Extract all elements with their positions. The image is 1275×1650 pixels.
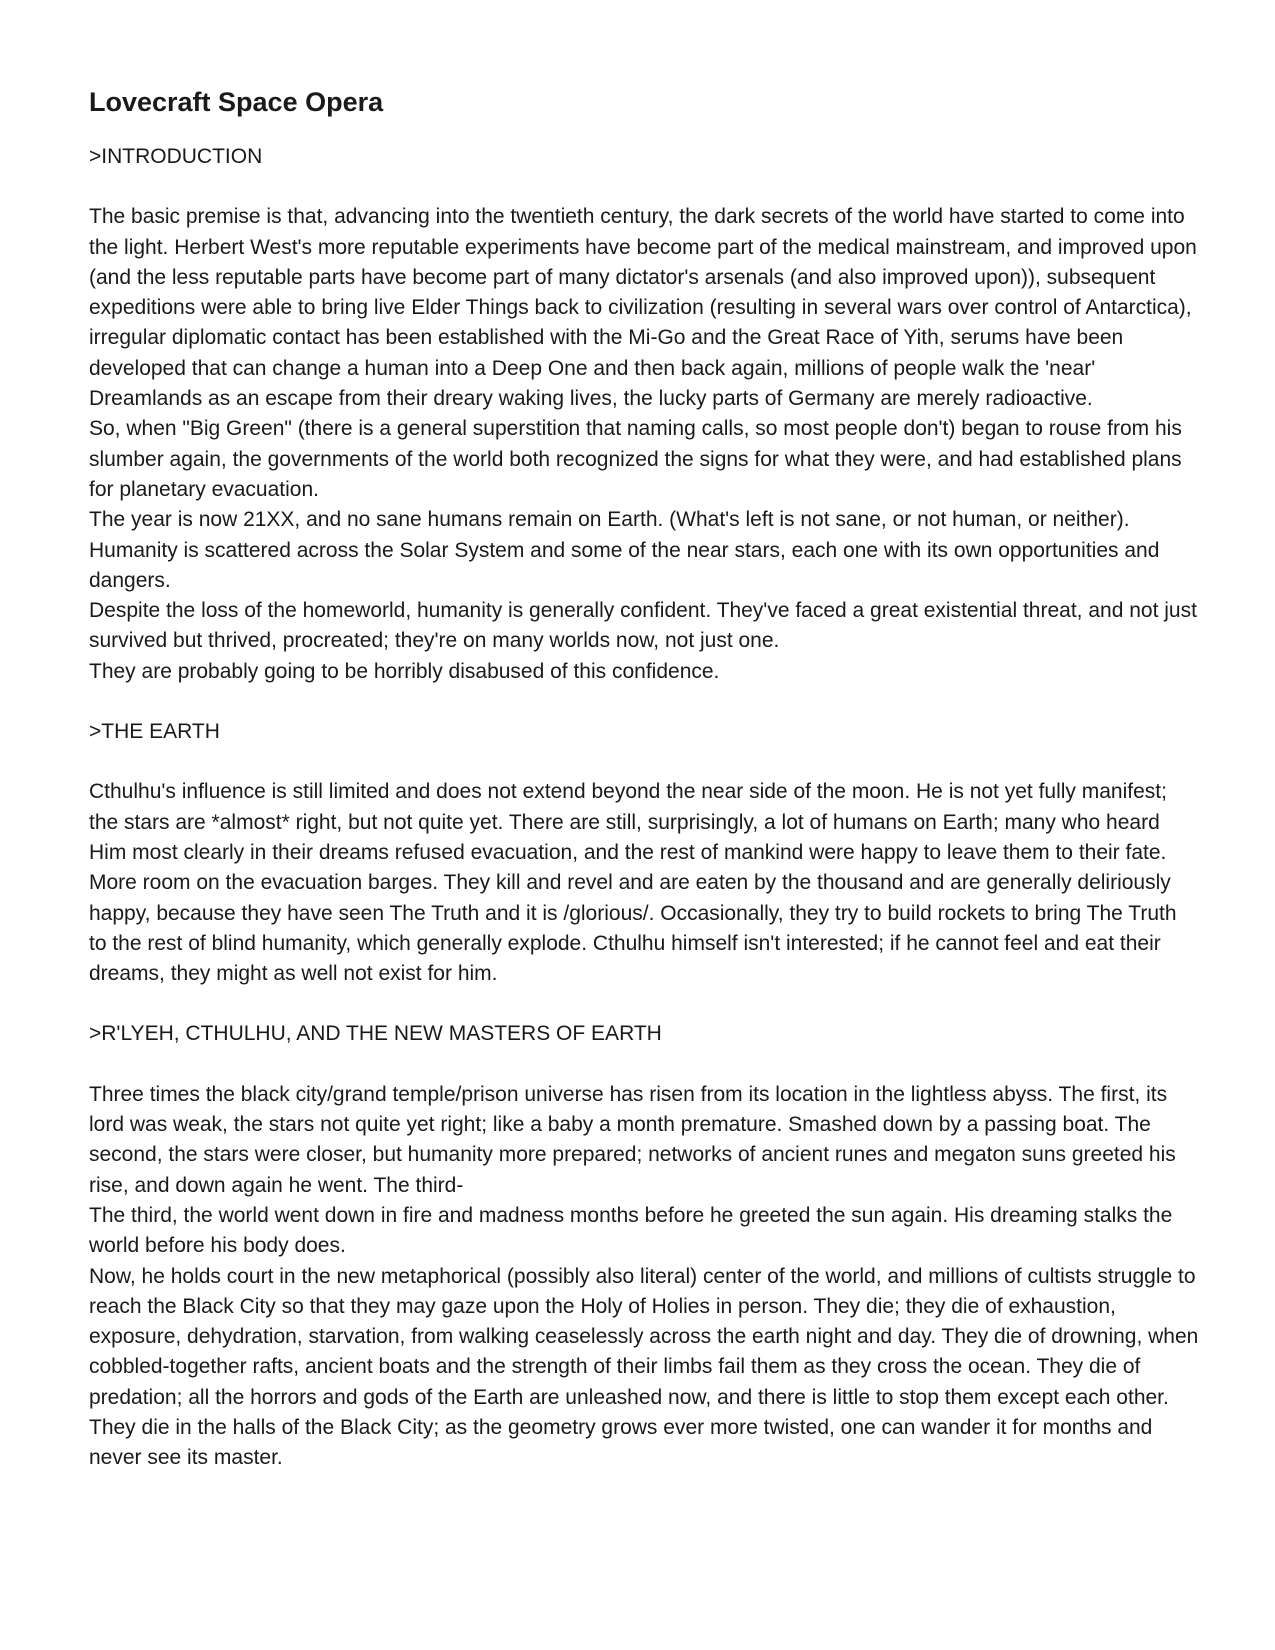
paragraph: So, when "Big Green" (there is a general superstition that naming calls, so most people don't) began to rouse from his slumber again, the governments of the world both recognized the signs for what they were, and had established plans for planetary evacuation. — [89, 417, 1182, 501]
section-body — [89, 202, 1199, 687]
section-heading: >THE EARTH — [89, 720, 220, 744]
paragraph: The basic premise is that, advancing into the twentieth century, the dark secrets of the world have started to come into the light. Herbert West's more reputable experiments have become part of the medical mainstream, and improved upon (and the less reputable parts have become part of many dictator's arsenals (and also improved upon)), subsequent expeditions were able to bring live Elder Things back to civilization (resulting in several wars over control of Antarctica), irregular diplomatic contact has been established with the Mi-Go and the Great Race of Yith, serums have been developed that can change a human into a Deep One and then back again, millions of people walk the 'near' Dreamlands as an escape from their dreary waking lives, the lucky parts of Germany are merely radioactive. — [89, 205, 1197, 411]
document-page — [89, 84, 1199, 1504]
section-heading: >R'LYEH, CTHULHU, AND THE NEW MASTERS OF EARTH — [89, 1022, 662, 1046]
section-introduction — [89, 142, 1199, 687]
section-heading: >INTRODUCTION — [89, 145, 263, 168]
paragraph: The third, the world went down in fire and madness months before he greeted the sun again. His dreaming stalks the world before his body does. — [89, 1203, 1173, 1258]
paragraph: Now, he holds court in the new metaphorical (possibly also literal) center of the world, and millions of cultists struggle to reach the Black City so that they may gaze upon the Holy of Holies in person. They die; they die of exhaustion, exposure, dehydration, starvation, from walking ceaselessly across the earth night and day. They die of drowning, when cobbled-together rafts, ancient boats and the strength of their limbs fail them as they cross the ocean. They die of predation; all the horrors and gods of the Earth are unleashed now, and there is little to stop them except each other. They die in the halls of the Black City; as the geometry grows ever more twisted, one can wander it for months and never see its master. — [89, 1264, 1199, 1470]
page-title: Lovecraft Space Opera — [89, 87, 384, 117]
paragraph: Three times the black city/grand temple/prison universe has risen from its location in the lightless abyss. The first, its lord was weak, the stars not quite yet right; like a baby a month premature. Smashed down by a passing boat. The second, the stars were closer, but humanity more prepared; networks of ancient runes and megaton suns greeted his rise, and down again he went. The third- — [89, 1082, 1176, 1197]
section-body — [89, 777, 1199, 989]
section-rlyeh — [89, 1019, 1199, 1473]
paragraph: Cthulhu's influence is still limited and does not extend beyond the near side of the moon. He is not yet fully manifest; the stars are *almost* right, but not quite yet. There are still, surprisingly, a lot of humans on Earth; many who heard Him most clearly in their dreams refused evacuation, and the rest of mankind were happy to leave them to their fate. More room on the evacuation barges. They kill and revel and are eaten by the thousand and are generally deliriously happy, because they have seen The Truth and it is /glorious/. Occasionally, they try to build rockets to bring The Truth to the rest of blind humanity, which generally explode. Cthulhu himself isn't interested; if he cannot feel and eat their dreams, they might as well not exist for him. — [89, 780, 1177, 986]
section-the-earth — [89, 717, 1199, 989]
paragraph: The year is now 21XX, and no sane humans remain on Earth. (What's left is not sane, or not human, or neither). Humanity is scattered across the Solar System and some of the near stars, each one with its own opportunities and dangers. — [89, 508, 1160, 592]
paragraph: Despite the loss of the homeworld, humanity is generally confident. They've faced a great existential threat, and not just survived but thrived, procreated; they're on many worlds now, not just one. — [89, 599, 1197, 653]
paragraph: They are probably going to be horribly disabused of this confidence. — [89, 659, 720, 683]
section-body — [89, 1080, 1199, 1474]
